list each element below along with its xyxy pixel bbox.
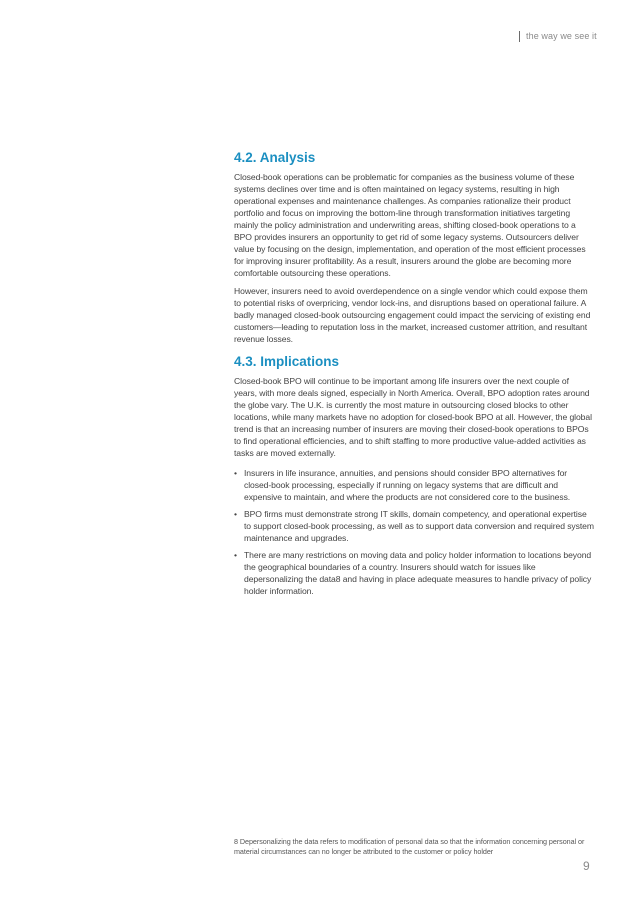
list-item	[234, 467, 594, 503]
implications-bullet-list	[234, 467, 594, 597]
analysis-paragraph-1: Closed-book operations can be problematic for companies as the business volume of these systems declines over time and is often maintained on legacy systems, resulting in high operational expenses and maintenance challenges. As companies rationalize their product portfolio and focus on improving the bottom-line through transformation initiatives targeting mainly the policy administration and underwriting areas, shifting closed-book operations to a BPO provides insurers an opportunity to get rid of some legacy systems. Outsourcers deliver value by focusing on the design, implementation, and operation of the most efficient processes for improving insurer profitability. As a result, insurers around the globe are becoming more comfortable outsourcing these operations.	[234, 172, 586, 278]
footnote: 8 Depersonalizing the data refers to modification of personal data so that the information concerning personal or material circumstances can no longer be attributed to the customer or policy holder	[234, 837, 585, 856]
main-content	[234, 149, 594, 602]
bullet-icon: •	[234, 509, 237, 519]
section-heading-implications: 4.3. Implications	[234, 354, 340, 369]
bullet-icon: •	[234, 550, 237, 560]
bullet-icon: •	[234, 468, 237, 478]
section-heading-analysis: 4.2. Analysis	[234, 150, 316, 165]
list-item-text: There are many restrictions on moving data and policy holder information to locations beyond the geographical boundaries of a country. Insurers should watch for issues like depersonalizing the data8 and having in place adequate measures to handle privacy of policy holder information.	[244, 550, 592, 596]
page-number: 9	[583, 859, 590, 873]
implications-paragraph: Closed-book BPO will continue to be important among life insurers over the next couple of years, with more deals signed, especially in North America. Overall, BPO adoption rates around the globe vary. The U.K. is currently the most mature in outsourcing closed blocks to other locations, while many markets have no adoption for closed-book BPO at all. However, the global trend is that an increasing number of insurers are moving their closed-book operations to BPOs to find operational efficiencies, and to shift staffing to more productive value-added activities as tasks are moved externally.	[234, 376, 592, 458]
header-tagline: the way we see it	[519, 31, 597, 42]
analysis-paragraph-2: However, insurers need to avoid overdependence on a single vendor which could expose them to potential risks of overpricing, vendor lock-ins, and disruptions based on operational failure. A badly managed closed-book outsourcing engagement could impact the servicing of existing end customers—leading to reputation loss in the market, increased customer attrition, and resultant revenue losses.	[234, 286, 591, 344]
list-item	[234, 508, 594, 544]
list-item-text: BPO firms must demonstrate strong IT skills, domain competency, and operational expertise to support closed-book processing, as well as to support data conversion and required system maintenance and upgrades.	[244, 509, 594, 543]
list-item-text: Insurers in life insurance, annuities, and pensions should consider BPO alternatives for closed-book processing, especially if running on legacy systems that are difficult and expensive to maintain, and where the products are not considered core to the business.	[244, 468, 571, 502]
list-item	[234, 549, 594, 597]
